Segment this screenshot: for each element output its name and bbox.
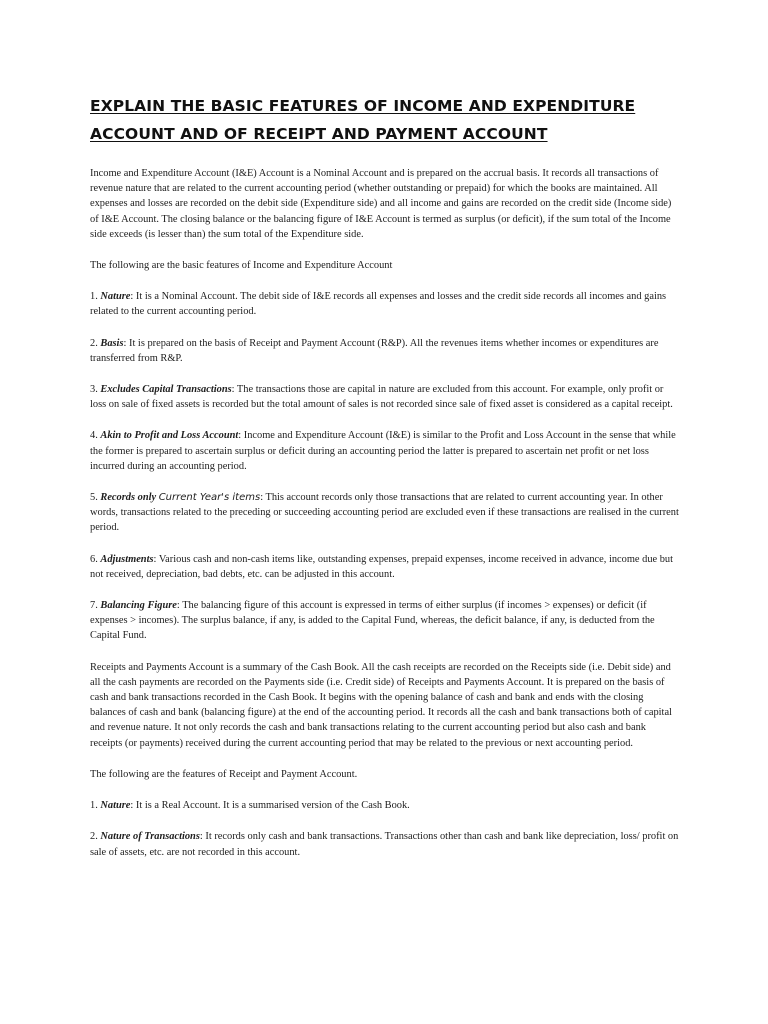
feature-text: : It is a Real Account. It is a summarised version of the Cash Book.	[130, 800, 410, 812]
ie-feature-akin-pl	[90, 428, 680, 474]
feature-number: 1.	[90, 800, 101, 812]
rp-features-lead: The following are the features of Receipt and Payment Account.	[90, 768, 358, 780]
feature-text: : The transactions those are capital in nature are excluded from this account. For example, only profit or loss on sale of fixed assets is recorded but the total amount of sales is not recorded since sale of fixed asset is considered as a capital receipt.	[90, 384, 673, 411]
feature-text: : It is prepared on the basis of Receipt and Payment Account (R&P). All the revenues items whether incomes or expenditures are transferred from R&P.	[90, 337, 659, 364]
feature-number: 1.	[90, 291, 101, 303]
feature-number: 6.	[90, 553, 101, 565]
feature-text: : Various cash and non-cash items like, outstanding expenses, prepaid expenses, income received in advance, income due but not received, depreciation, bad debts, etc. can be adjusted in this account.	[90, 553, 674, 580]
document-page	[90, 92, 680, 876]
ie-feature-current-year	[90, 490, 680, 536]
ie-feature-balancing-figure	[90, 598, 680, 644]
feature-number: 5.	[90, 492, 101, 504]
ie-intro-paragraph: Income and Expenditure Account (I&E) Account is a Nominal Account and is prepared on the accrual basis. It records all transactions of revenue nature that are related to the current accounting period (whether outstanding or prepaid) for which the books are maintained. All expenses and losses are recorded on the debit side (Expenditure side) and all income and gains are recorded on the credit side (Income side) of I&E Account. The closing balance or the balancing figure of I&E Account is termed as surplus (or deficit), if the sum total of the Income side exceeds (is lesser than) the sum total of the Expenditure side.	[90, 168, 672, 240]
feature-term-light: Current Year's items	[158, 492, 261, 504]
feature-number: 7.	[90, 600, 101, 612]
feature-term: Nature	[100, 800, 131, 812]
feature-number: 2.	[90, 337, 101, 349]
page-title: EXPLAIN THE BASIC FEATURES OF INCOME AND EXPENDITURE ACCOUNT AND OF RECEIPT AND PAYMENT ACCOUNT	[90, 97, 636, 143]
rp-intro-paragraph: Receipts and Payments Account is a summary of the Cash Book. All the cash receipts are recorded on the Receipts side (i.e. Debit side) and all the cash payments are recorded on the Payments side (i.e. Credit side) of Receipts and Payments Account. It is prepared on the basis of cash and bank transactions recorded in the Cash Book. It begins with the opening balance of cash and bank and ends with the closing balances of cash and bank (balancing figure) at the end of the accounting period. It records all the cash and bank transactions both of capital and revenue nature. It not only records the cash and bank transactions relating to the current accounting period but also cash and bank receipts (or payments) received during the current accounting period that may be related to the previous or next accounting period.	[90, 661, 672, 749]
feature-term: Excludes Capital Transactions	[100, 384, 232, 396]
rp-feature-nature-of-transactions	[90, 829, 680, 859]
feature-text: : It records only cash and bank transactions. Transactions other than cash and bank like depreciation, loss/ profit on sale of assets, etc. are not recorded in this account.	[90, 831, 679, 858]
feature-number: 2.	[90, 831, 101, 843]
feature-text: : This account records only those transactions that are related to current accounting year. In other words, transactions related to the preceding or succeeding accounting period are excluded even if these transactions are realised in the current period.	[90, 492, 679, 534]
ie-feature-excludes-capital	[90, 382, 680, 412]
feature-term: Records only	[100, 492, 159, 504]
ie-feature-nature	[90, 289, 680, 319]
feature-term: Adjustments	[100, 553, 154, 565]
feature-term: Balancing Figure	[100, 600, 177, 612]
feature-term: Nature	[100, 291, 131, 303]
feature-text: : The balancing figure of this account is expressed in terms of either surplus (if incomes > expenses) or deficit (if expenses > incomes). The surplus balance, if any, is added to the Capital Fund, whereas, the deficit balance, if any, is deducted from the Capital Fund.	[90, 600, 655, 642]
feature-text: : It is a Nominal Account. The debit side of I&E records all expenses and losses and the credit side records all incomes and gains related to the current accounting period.	[90, 291, 667, 318]
feature-term: Nature of Transactions	[100, 831, 200, 843]
ie-features-lead: The following are the basic features of Income and Expenditure Account	[90, 260, 393, 272]
feature-number: 4.	[90, 430, 101, 442]
feature-term: Akin to Profit and Loss Account	[100, 430, 239, 442]
feature-term: Basis	[100, 337, 124, 349]
feature-text: : Income and Expenditure Account (I&E) is similar to the Profit and Loss Account in the sense that while the former is prepared to ascertain surplus or deficit during an accounting period the latter is prepared to ascertain net profit or net loss incurred during an accounting period.	[90, 430, 676, 472]
feature-number: 3.	[90, 384, 101, 396]
ie-feature-basis	[90, 336, 680, 366]
rp-feature-nature	[90, 798, 680, 813]
ie-feature-adjustments	[90, 552, 680, 582]
